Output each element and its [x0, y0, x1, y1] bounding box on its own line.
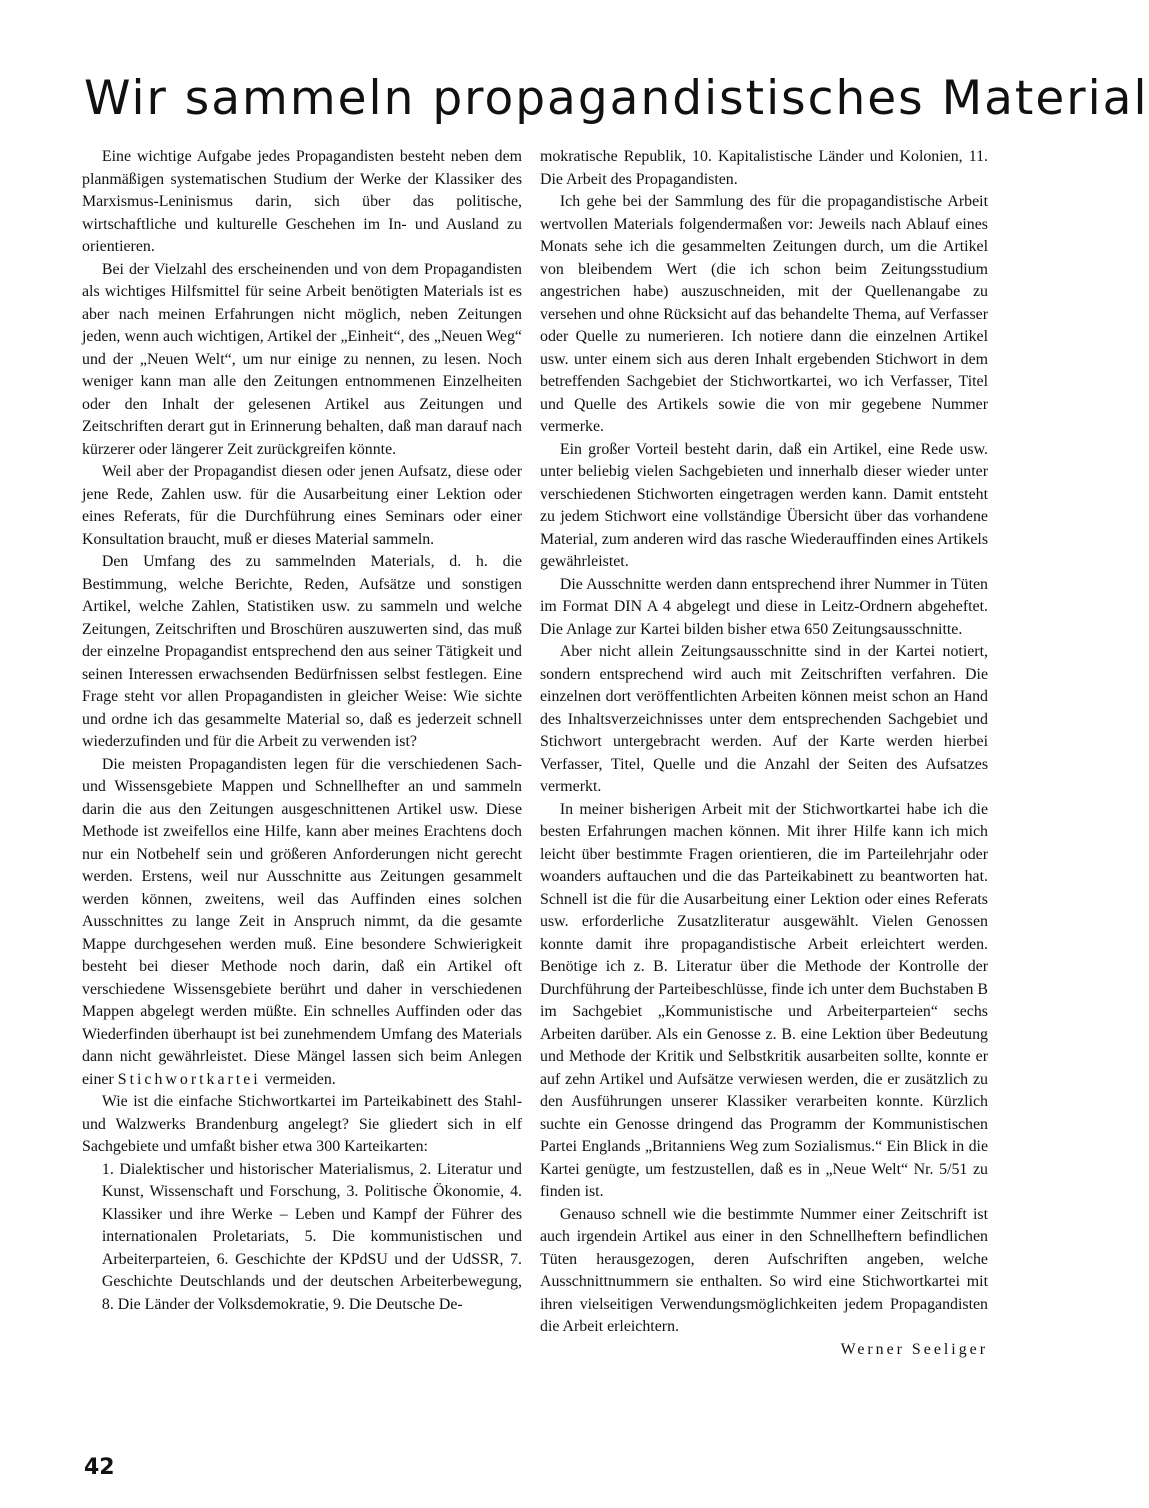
paragraph: In meiner bisherigen Arbeit mit der Stichwortkartei habe ich die besten Erfahrungen machen können. Mit ihrer Hilfe kann ich mich leicht über bestimmte Fragen orientieren, die im Parteilehrjahr oder woanders auftauchen und die das Parteikabinett zu beantworten hat. Schnell ist die für die Ausarbeitung einer Lektion oder eines Referats usw. erforderliche Zusatzliteratur ausgewählt. Vielen Genossen konnte damit ihre propagandistische Arbeit erleichtert werden. Benötige ich z. B. Literatur über die Methode der Kontrolle der Durchführung der Parteibeschlüsse, finde ich unter dem Buchstaben B im Sachgebiet „Kommunistische und Arbeiterparteien“ sechs Arbeiten darüber. Als ein Genosse z. B. eine Lektion über Bedeutung und Methode der Kritik und Selbstkritik ausarbeiten sollte, konnte er auf zehn Artikel und Aufsätze verwiesen werden, die er zusätzlich zu den Ausführungen unserer Klassiker verarbeiten konnte. Kürzlich suchte ein Genosse dringend das Programm der Kommunistischen Partei Englands „Britanniens Weg zum Sozialismus.“ Ein Blick in die Kartei genügte, um festzustellen, daß es in „Neue Welt“ Nr. 5/51 zu finden ist.	[540, 800, 988, 1200]
paragraph: Ein großer Vorteil besteht darin, daß ein Artikel, eine Rede usw. unter beliebig vielen Sachgebieten und innerhalb dieser wieder unter verschiedenen Stichworten eingetragen werden kann. Damit entsteht zu jedem Stichwort eine vollständige Übersicht über das vorhandene Material, zum anderen wird das rasche Wiederauffinden eines Artikels gewährleistet.	[540, 440, 988, 570]
paragraph	[82, 754, 522, 1092]
paragraph: Aber nicht allein Zeitungsausschnitte sind in der Kartei notiert, sondern entsprechend wird auch mit Zeitschriften verfahren. Die einzelnen dort veröffentlichten Arbeiten können meist schon an Hand des Inhaltsverzeichnisses unter dem entsprechenden Sachgebiet und Stichwort untergebracht werden. Auf der Karte werden hierbei Verfasser, Titel, Quelle und die Anzahl der Seiten des Aufsatzes vermerkt.	[540, 643, 988, 795]
subject-list: 1. Dialektischer und historischer Materialismus, 2. Literatur und Kunst, Wissenschaft und Forschung, 3. Politische Ökonomie, 4. Klassiker und ihre Werke – Leben und Kampf der Führer des internationalen Proletariats, 5. Die kommunistischen und Arbeiterparteien, 6. Geschichte der KPdSU und der UdSSR, 7. Geschichte Deutschlands und der deutschen Arbeiterbewegung, 8. Die Länder der Volksdemokratie, 9. Die Deutsche De-	[101, 1160, 522, 1313]
author-signature: Werner Seeliger	[840, 1340, 988, 1358]
paragraph: Weil aber der Propagandist diesen oder jenen Aufsatz, diese oder jene Rede, Zahlen usw. für die Ausarbeitung einer Lektion oder eines Referats, für die Durchführung eines Seminars oder einer Konsultation braucht, muß er dieses Material sammeln.	[82, 463, 522, 548]
paragraph: Genauso schnell wie die bestimmte Nummer einer Zeitschrift ist auch irgendein Artikel aus einer in den Schnellheftern befindlichen Tüten herausgezogen, deren Aufschriften angeben, welche Ausschnittnummern sie enthalten. So wird eine Stichwortkartei mit ihren vielseitigen Verwendungsmöglichkeiten jedem Propagandisten die Arbeit erleichtern.	[540, 1205, 988, 1335]
page-number: 42	[84, 1455, 115, 1480]
paragraph: Den Umfang des zu sammelnden Materials, d. h. die Bestimmung, welche Berichte, Reden, Aufsätze und sonstigen Artikel, welche Zahlen, Statistiken usw. zu sammeln und welche Zeitungen, Zeitschriften und Broschüren auszuwerten sind, das muß der einzelne Propagandist entsprechend den aus seiner Tätigkeit und seinen Interessen erwachsenden Bedürfnissen selbst festlegen. Eine Frage steht vor allen Propagandisten in gleicher Weise: Wie sichte und ordne ich das gesammelte Material so, daß es jederzeit schnell wiederzufinden und für die Arbeit zu verwenden ist?	[82, 553, 522, 750]
paragraph: Eine wichtige Aufgabe jedes Propagandisten besteht neben dem planmäßigen systematischen Studium der Werke der Klassiker des Marxismus-Leninismus darin, sich über das politische, wirtschaftliche und kulturelle Geschehen im In- und Ausland zu orientieren.	[82, 148, 522, 255]
paragraph: Die Ausschnitte werden dann entsprechend ihrer Nummer in Tüten im Format DIN A 4 abgelegt und diese in Leitz-Ordnern abgeheftet. Die Anlage zur Kartei bilden bisher etwa 650 Zeitungsausschnitte.	[540, 575, 988, 638]
headline: Wir sammeln propagandistisches Material	[84, 71, 1149, 126]
left-column	[82, 146, 522, 1316]
emphasized-term: Stichwortkartei	[117, 1070, 261, 1088]
paragraph-continuation: mokratische Republik, 10. Kapitalistische Länder und Kolonien, 11. Die Arbeit des Propagandisten.	[540, 148, 988, 188]
paragraph-text: vermeiden.	[264, 1070, 336, 1088]
paragraph: Wie ist die einfache Stichwortkartei im Parteikabinett des Stahl- und Walzwerks Brandenburg angelegt? Sie gliedert sich in elf Sachgebiete und umfaßt bisher etwa 300 Karteikarten:	[82, 1093, 522, 1155]
right-column	[540, 146, 988, 1361]
paragraph: Bei der Vielzahl des erscheinenden und von dem Propagandisten als wichtiges Hilfsmittel für seine Arbeit benötigten Materials ist es aber nach meinen Erfahrungen nicht möglich, neben Zeitungen jeden, wenn auch wichtigen, Artikel der „Einheit“, des „Neuen Weg“ und der „Neuen Welt“, um nur einige zu nennen, zu lesen. Noch weniger kann man alle den Zeitungen entnommenen Einzelheiten oder den Inhalt der gelesenen Artikel aus Zeitungen und Zeitschriften derart gut in Erinnerung behalten, daß man darauf nach kürzerer oder längerer Zeit zurückgreifen könnte.	[82, 260, 522, 458]
paragraph-text: Die meisten Propagandisten legen für die verschiedenen Sach- und Wissensgebiete Mappen und Schnellhefter an und sammeln darin die aus den Zeitungen ausgeschnittenen Artikel usw. Diese Methode ist zweifellos eine Hilfe, kann aber meines Erachtens doch nur ein Notbehelf sein und größeren Anforderungen nicht gerecht werden. Erstens, weil nur Ausschnitte aus Zeitungen gesammelt werden können, zweitens, weil das Auffinden eines solchen Ausschnittes zu lange Zeit in Anspruch nimmt, da die gesamte Mappe durchgesehen werden muß. Eine besondere Schwierigkeit besteht bei dieser Methode noch darin, daß ein Artikel oft verschiedene Wissensgebiete berührt und daher in verschiedenen Mappen abgelegt werden müßte. Ein schnelles Auffinden oder das Wiederfinden überhaupt ist bei zunehmendem Umfang des Materials dann nicht gewährleistet. Diese Mängel lassen sich beim Anlegen einer	[82, 755, 522, 1088]
paragraph: Ich gehe bei der Sammlung des für die propagandistische Arbeit wertvollen Materials folgendermaßen vor: Jeweils nach Ablauf eines Monats sehe ich die gesammelten Zeitungen durch, um die Artikel von bleibendem Wert (die ich schon beim Zeitungsstudium angestrichen habe) auszuschneiden, mit der Quellenangabe zu versehen und ohne Rücksicht auf das behandelte Thema, auf Verfasser oder Quelle zu numerieren. Ich notiere dann die einzelnen Artikel usw. unter einem sich aus deren Inhalt ergebenden Stichwort in dem betreffenden Sachgebiet der Stichwortkartei, wo ich Verfasser, Titel und Quelle des Artikels sowie die von mir gegebene Nummer vermerke.	[540, 193, 988, 435]
